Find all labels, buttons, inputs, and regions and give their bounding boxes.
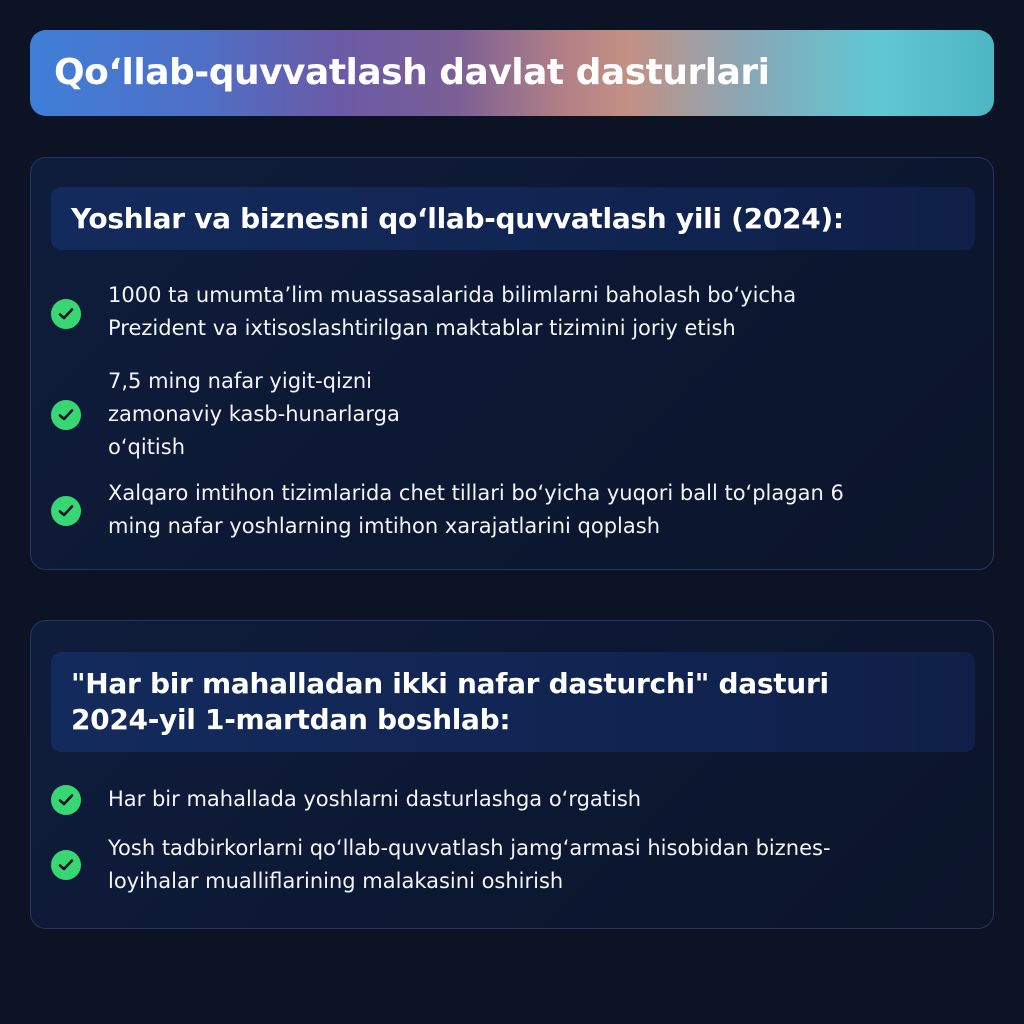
check-circle-icon (51, 496, 81, 526)
section-header (51, 652, 975, 752)
section-header (51, 187, 975, 250)
page-title: Qo‘llab-quvvatlash davlat dasturlari (54, 52, 770, 93)
section-title: Yoshlar va biznesni qo‘llab-quvvatlash yili (2024): (71, 201, 844, 235)
check-circle-icon (51, 785, 81, 815)
list-item-text: Har bir mahallada yoshlarni dasturlashga o‘rgatish (108, 787, 642, 811)
section-card-programmers (30, 620, 994, 929)
check-circle-icon (51, 299, 81, 329)
check-circle-icon (51, 400, 81, 430)
section-title: "Har bir mahalladan ikki nafar dasturchi" dasturi 2024-yil 1-martdan boshlab: (71, 667, 829, 736)
page-banner (30, 30, 994, 116)
list-item-text: Xalqaro imtihon tizimlarida chet tillari bo‘yicha yuqori ball to‘plagan 6 ming nafar yoshlarning imtihon xarajatlarini qoplash (108, 481, 844, 538)
check-circle-icon (51, 850, 81, 880)
list-item-text: 1000 ta umumta’lim muassasalarida bilimlarni baholash bo‘yicha Prezident va ixtisoslashtirilgan maktablar tizimini joriy etish (108, 283, 797, 340)
list-item-text: Yosh tadbirkorlarni qo‘llab-quvvatlash jamg‘armasi hisobidan biznes- loyihalar mualliflarining malakasini oshirish (108, 836, 831, 893)
list-item-text: 7,5 ming nafar yigit-qizni zamonaviy kasb-hunarlarga o‘qitish (108, 369, 400, 459)
section-card-youth-business (30, 157, 994, 570)
